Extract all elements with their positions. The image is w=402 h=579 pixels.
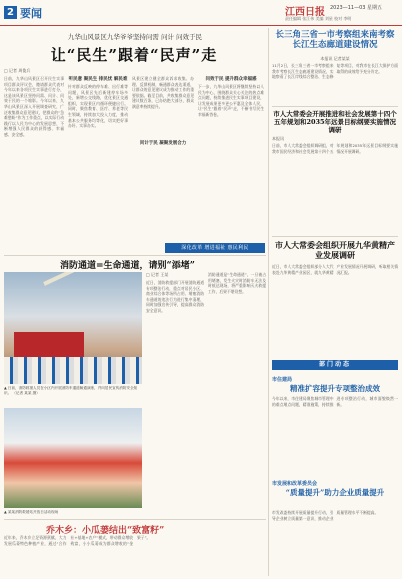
fire-photo-caption: ▲ 日前，消防救援人员在小区内开展消防车通道畅通演练，并向居民宣传消防安全知识。 （记者 某某 摄） <box>4 386 138 395</box>
right-story-5-body: 市发改委持续开展质量提升行动，引导企业树立质量第一意识，推动企业质量管理水平不断提高。 <box>272 510 379 521</box>
divider <box>272 236 398 237</box>
right-story-1-body: 11月2日，长三角三省一市考察组来我市考察长江生态廊道建设情况，实地察看了长江岸线综合整治、生态修复等项目，对我市在长江大保护方面取得的成效给予充分肯定。 <box>272 63 398 80</box>
fire-drill-photo <box>4 272 142 384</box>
department-news-banner: 部门动态 <box>272 360 398 370</box>
page-number: 2 <box>4 6 17 19</box>
divider <box>4 519 266 520</box>
divider <box>4 255 266 256</box>
open-day-photo <box>4 408 142 508</box>
fire-story-title: 消防通道=生命通道，请别“添堵” <box>60 261 195 271</box>
section-name: 要闻 <box>20 7 42 20</box>
main-story-column-3: 风景区建立健全群众诉求收集、办理、反馈机制，畅通群众表达渠道，让群众的意见建议成为推动工作的重要依据。截至目前，共收集群众意见建议数百条，已办结绝大部分，群众满意率持续提升。 <box>132 76 194 109</box>
open-day-caption: ▲ 某某消防救援站开放日活动现场 <box>4 510 59 514</box>
main-story-subhead-1: 听民意 聚民生 排民忧 解民难 <box>68 77 128 82</box>
right-story-2-body: 日前，市人大常委会组织调研组，对我市国民经济和社会发展第十四个五年规划和2035年远景目标纲要实施情况开展调研。 <box>272 143 398 154</box>
fire-story-column-2: 消防通道是“生命通道”，一旦被占用堵塞，发生火灾时消防车无法及时抵达现场，将严重影响灭火救援工作，后果不堪设想。 <box>208 272 266 294</box>
main-story-column-1: 日前，九华山风景区召开民生实事项目群众评议会，邀请群众代表对今年以来各项民生实事进行打分，这是该风景区坚持问需、问计、问效于民的一个缩影。今年以来，九华山风景区深入开展调查研究，广泛收集群众意见建议，把群众的“急难愁盼”作为工作重点，以实际行动践行以人民为中心的发展思想，不断增强人民群众的获得感、幸福感、安全感。 <box>4 76 64 137</box>
keyword-bar: 深化改革 增进福祉 惠民利民 <box>165 243 265 253</box>
bottom-story-title: 乔木乡：小瓜蒌结出“致富籽” <box>46 526 165 536</box>
right-story-4-body: 今年以来，市住建局聚焦城市管理中的难点堵点问题，精准施策，持续推进专项整治行动，城市面貌焕然一新。 <box>272 396 398 407</box>
column-divider <box>268 28 269 576</box>
right-story-2-title: 市人大常委会开展推进和社会发展第十四个五年规划和2035年远景目标纲要实施情况调研 <box>273 110 397 134</box>
paper-meta: 责任编辑 张江伟 美编 刘星 校对 李明 <box>285 16 352 21</box>
department-label: 市住建局 <box>272 377 293 383</box>
right-story-2-byline: 本报讯 <box>272 136 284 141</box>
paper-date: 2023—11—03 星期五 <box>330 5 383 11</box>
department-label-2: 市发展和改革委员会 <box>272 481 318 487</box>
right-story-5-title: “质量提升”助力企业质量提升 <box>285 488 385 497</box>
main-story-kicker: 九华山风景区九华爷爷坚持问需 问计 问效于民 <box>67 33 203 41</box>
main-story-column-4: 下一步，九华山风景区将继续坚持以人民为中心，围绕群众关心关注的热点难点问题，持续推进民生实事项目建设，让发展成果更多更公平惠及全体人民，让“民生”跟着“民声”走，不断书写民生幸福新答卷。 <box>198 84 264 117</box>
right-story-1-title: 长三角三省一市考察组来南考察长江生态廊道建设情况 <box>275 30 395 50</box>
right-story-1-byline: 本报讯 记者某某 <box>320 56 350 61</box>
main-story-subhead-2: 问计于民 凝聚发展合力 <box>139 141 187 146</box>
main-story-byline: □ 记者 周俊兵 <box>4 68 31 73</box>
right-story-3-body: 近日，市人大常委会组织部分人大代表赴九华黄精产业园区，就九华黄精产业发展情况开展调研，听取相关情况汇报。 <box>272 264 398 275</box>
bottom-story-body: 近年来，乔木乡立足资源禀赋，大力发展瓜蒌特色种植产业，通过“合作社+基地+农户”模式，带动群众增收致富，小小瓜蒌成为群众增收的“金果子”。 <box>4 535 151 546</box>
right-story-3-title: 市人大常委会组织开展九华黄精产业发展调研 <box>275 240 395 260</box>
main-story-column-2: 针对群众反映的停车难、出行难等问题，风景区先后新建停车场多处，新增公交线路，优化景区交通组织，实现景区内循环便捷出行。同时，聚焦教育、医疗、养老等民生领域，持续加大投入力度，推动基本公共服务均等化，切实把好事办好、实事办实。 <box>68 84 128 129</box>
right-story-4-title: 精准扩容提升专项整治成效 <box>290 384 380 393</box>
ladder-shape <box>43 272 126 286</box>
crowd-shape <box>4 357 142 384</box>
paper-logo: 江西日报 <box>285 7 325 18</box>
divider <box>272 106 398 107</box>
fire-story-column-1: 近日，消防救援部门开展消防通道专项整治行动，重点对居民小区、商业综合体等场所占用、堵塞消防车通道的违法行为进行集中清理，同时加强宣传引导，提高群众消防安全意识。 <box>146 280 204 313</box>
main-story-title: 让“民生”跟着“民声”走 <box>50 46 218 64</box>
main-story-subhead-3: 问效于民 提升群众幸福感 <box>205 77 257 82</box>
fire-story-byline: □ 记者 王某 <box>146 272 169 277</box>
masthead <box>0 0 402 26</box>
